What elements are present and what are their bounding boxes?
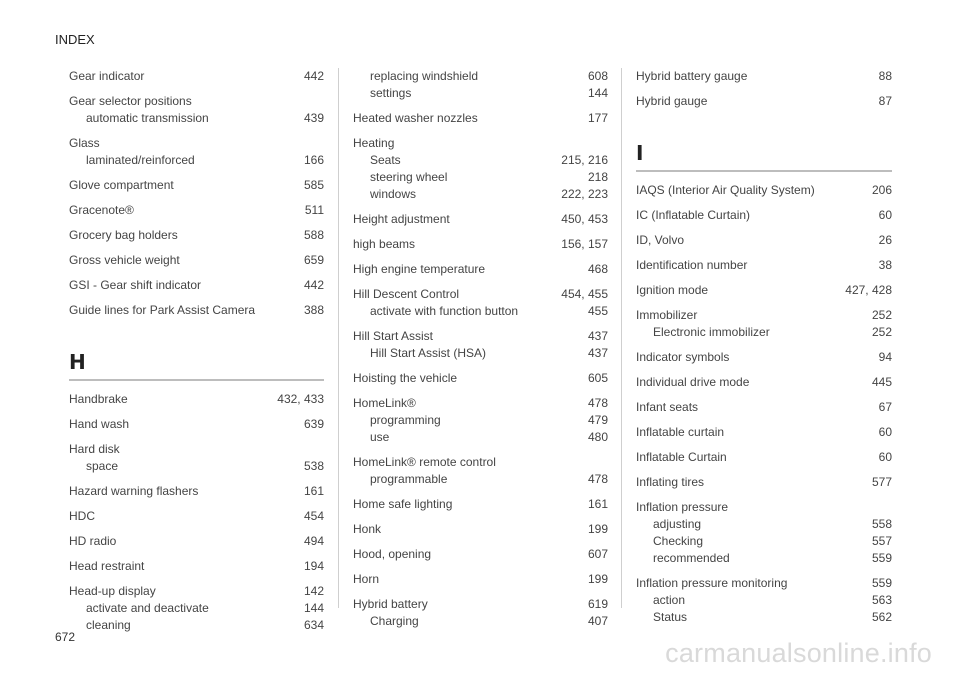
index-entry-row [69, 483, 324, 500]
index-term: Gracenote® [69, 203, 134, 217]
index-subentry-row [353, 152, 608, 169]
section-letter-heading [69, 349, 324, 381]
index-term: Inflating tires [636, 475, 705, 489]
index-entry-row [69, 227, 324, 244]
index-entry [353, 68, 608, 102]
index-term: Guide lines for Park Assist Camera [69, 303, 256, 317]
index-page-ref: 445 [871, 375, 892, 389]
index-entry-row [636, 257, 892, 274]
index-entry-row [636, 424, 892, 441]
index-entry-row [69, 177, 324, 194]
index-entry-row [353, 454, 608, 471]
index-page-ref: 619 [587, 597, 608, 611]
index-term: Gross vehicle weight [69, 253, 180, 267]
index-page-ref: 161 [587, 497, 608, 511]
index-entry [636, 93, 892, 110]
index-subentry-row [636, 533, 892, 550]
index-subterm: Checking [653, 534, 704, 548]
index-term: HomeLink® [353, 396, 416, 410]
index-column-3 [636, 68, 892, 634]
index-entry [69, 277, 324, 294]
index-entry [353, 236, 608, 253]
index-term: Infant seats [636, 400, 699, 414]
index-term: Immobilizer [636, 308, 698, 322]
index-entry-row [636, 349, 892, 366]
index-term: Indicator symbols [636, 350, 730, 364]
index-page-ref: 38 [878, 258, 892, 272]
index-term: IC (Inflatable Curtain) [636, 208, 751, 222]
index-entry-row [353, 286, 608, 303]
index-term: GSI - Gear shift indicator [69, 278, 202, 292]
index-term: Inflatable Curtain [636, 450, 727, 464]
index-subentry-row [353, 345, 608, 362]
index-entry [636, 207, 892, 224]
index-page-ref: 26 [878, 233, 892, 247]
index-entry [353, 135, 608, 203]
column-divider [338, 68, 339, 608]
index-term: Glove compartment [69, 178, 174, 192]
index-subentry-row [636, 516, 892, 533]
page-number: 672 [55, 630, 76, 644]
index-entry-row [69, 68, 324, 85]
index-term: Honk [353, 522, 382, 536]
index-page-ref: 607 [587, 547, 608, 561]
index-entry-row [69, 93, 324, 110]
index-entry [353, 286, 608, 320]
index-page-ref: 494 [303, 534, 324, 548]
index-entry-row [353, 546, 608, 563]
index-page-ref: 468 [587, 262, 608, 276]
index-page-ref: 559 [871, 576, 892, 590]
index-page-ref: 659 [303, 253, 324, 267]
index-page-ref: 388 [303, 303, 324, 317]
index-page-ref: 450, 453 [561, 212, 608, 226]
index-page-ref: 177 [587, 111, 608, 125]
index-page-ref: 442 [303, 69, 324, 83]
index-page-ref: 511 [304, 203, 324, 217]
index-entry [69, 441, 324, 475]
index-subterm: laminated/reinforced [86, 153, 195, 167]
index-entry-row [353, 496, 608, 513]
index-page-ref: 67 [878, 400, 892, 414]
index-subterm: Status [653, 610, 688, 624]
index-term: Hood, opening [353, 547, 432, 561]
index-page-ref: 437 [587, 329, 608, 343]
index-entry [69, 391, 324, 408]
index-term: Hill Descent Control [353, 287, 460, 301]
index-entry-row [353, 211, 608, 228]
index-subentry-row [353, 471, 608, 488]
index-page-ref: 558 [871, 517, 892, 531]
index-entry-row [636, 499, 892, 516]
index-entry-row [69, 416, 324, 433]
index-entry [69, 93, 324, 127]
index-page-ref: 88 [878, 69, 892, 83]
index-entry-row [636, 374, 892, 391]
index-term: Inflation pressure monitoring [636, 576, 788, 590]
index-entry [69, 583, 324, 634]
index-page-ref: 199 [587, 522, 608, 536]
index-term: Gear selector positions [69, 94, 192, 108]
index-subterm: programming [370, 413, 441, 427]
index-page-ref: 562 [871, 610, 892, 624]
index-page-ref: 559 [871, 551, 892, 565]
index-page-ref: 144 [303, 601, 324, 615]
index-entry-row [636, 282, 892, 299]
index-entry-row [353, 571, 608, 588]
index-entry [69, 135, 324, 169]
index-term: Height adjustment [353, 212, 450, 226]
index-entry [353, 370, 608, 387]
index-entry-row [636, 207, 892, 224]
index-entry-row [636, 449, 892, 466]
index-page-ref: 432, 433 [277, 392, 324, 406]
index-page-ref: 563 [871, 593, 892, 607]
index-subterm: space [86, 459, 119, 473]
index-term: ID, Volvo [636, 233, 685, 247]
index-subentry-row [69, 152, 324, 169]
index-entry [353, 454, 608, 488]
index-term: Grocery bag holders [69, 228, 178, 242]
index-entry [69, 508, 324, 525]
index-page-ref: 634 [303, 618, 324, 632]
index-page-ref: 479 [587, 413, 608, 427]
index-subentry-row [353, 169, 608, 186]
index-term: Hybrid battery [353, 597, 428, 611]
index-entry [69, 302, 324, 319]
index-entry-row [69, 558, 324, 575]
index-entry [69, 252, 324, 269]
index-entry-row [69, 202, 324, 219]
index-page-ref: 60 [878, 425, 892, 439]
index-term: Hoisting the vehicle [353, 371, 458, 385]
index-entry [636, 374, 892, 391]
index-entry-row [69, 583, 324, 600]
index-page-ref: 480 [587, 430, 608, 444]
index-term: Head-up display [69, 584, 156, 598]
section-rule [69, 379, 324, 381]
index-term: Horn [353, 572, 380, 586]
index-subterm: Charging [370, 614, 419, 628]
index-entry [636, 575, 892, 626]
index-term: IAQS (Interior Air Quality System) [636, 183, 815, 197]
index-term: Head restraint [69, 559, 145, 573]
index-page-ref: 194 [303, 559, 324, 573]
index-entry-row [353, 370, 608, 387]
index-subentry-row [69, 617, 324, 634]
index-entry-row [353, 328, 608, 345]
index-entry-row [636, 68, 892, 85]
index-page-ref: 252 [871, 325, 892, 339]
page-header-title: INDEX [55, 32, 95, 47]
index-entry [353, 261, 608, 278]
index-page-ref: 437 [587, 346, 608, 360]
index-subentry-row [636, 609, 892, 626]
index-term: Identification number [636, 258, 748, 272]
index-term: high beams [353, 237, 416, 251]
index-term: Handbrake [69, 392, 128, 406]
index-entry [636, 349, 892, 366]
index-page-ref: 577 [871, 475, 892, 489]
index-entry [353, 596, 608, 630]
index-entry [353, 496, 608, 513]
index-subterm: Electronic immobilizer [653, 325, 770, 339]
index-term: Ignition mode [636, 283, 709, 297]
index-page-ref: 206 [871, 183, 892, 197]
index-term: HDC [69, 509, 95, 523]
index-subterm: recommended [653, 551, 730, 565]
index-entry [353, 521, 608, 538]
index-subentry-row [69, 458, 324, 475]
index-entry [636, 399, 892, 416]
index-page-ref: 166 [303, 153, 324, 167]
index-page-ref: 454 [303, 509, 324, 523]
index-entry [353, 110, 608, 127]
index-page-ref: 222, 223 [561, 187, 608, 201]
index-column-1 [69, 68, 324, 642]
index-subterm: automatic transmission [86, 111, 209, 125]
index-entry-row [636, 307, 892, 324]
index-entry-row [353, 135, 608, 152]
index-term: Home safe lighting [353, 497, 453, 511]
index-subentry-row [69, 110, 324, 127]
index-page-ref: 218 [587, 170, 608, 184]
index-subentry-row [353, 613, 608, 630]
index-subentry-row [636, 550, 892, 567]
index-entry [353, 328, 608, 362]
index-entry-row [69, 391, 324, 408]
index-entry-row [353, 261, 608, 278]
index-entry [69, 202, 324, 219]
index-term: Hill Start Assist [353, 329, 434, 343]
index-page-ref: 142 [303, 584, 324, 598]
index-entry-row [353, 596, 608, 613]
index-subterm: programmable [370, 472, 448, 486]
index-page-ref: 60 [878, 208, 892, 222]
index-term: Heated washer nozzles [353, 111, 478, 125]
index-page-ref: 605 [587, 371, 608, 385]
index-entry [636, 474, 892, 491]
index-page-ref: 60 [878, 450, 892, 464]
index-page-ref: 215, 216 [561, 153, 608, 167]
index-page-ref: 94 [878, 350, 892, 364]
index-subterm: adjusting [653, 517, 702, 531]
section-letter: I [636, 141, 644, 165]
index-term: Hard disk [69, 442, 120, 456]
index-subterm: use [370, 430, 390, 444]
index-page-ref: 639 [303, 417, 324, 431]
index-entry-row [69, 252, 324, 269]
index-subterm: activate and deactivate [86, 601, 209, 615]
index-subentry-row [353, 68, 608, 85]
index-entry-row [353, 110, 608, 127]
index-entry-row [636, 474, 892, 491]
index-subentry-row [636, 592, 892, 609]
index-entry-row [636, 93, 892, 110]
index-entry [353, 211, 608, 228]
index-entry [353, 546, 608, 563]
index-entry [636, 449, 892, 466]
index-page-ref: 478 [587, 396, 608, 410]
index-term: Gear indicator [69, 69, 145, 83]
index-entry [353, 571, 608, 588]
index-subentry-row [353, 303, 608, 320]
index-page-ref: 588 [303, 228, 324, 242]
index-entry [636, 257, 892, 274]
index-entry [636, 182, 892, 199]
index-entry [69, 533, 324, 550]
index-entry [636, 282, 892, 299]
index-entry [636, 232, 892, 249]
index-entry-row [636, 232, 892, 249]
index-entry-row [636, 575, 892, 592]
index-page-ref: 199 [587, 572, 608, 586]
index-page-ref: 608 [587, 69, 608, 83]
index-term: High engine temperature [353, 262, 486, 276]
index-subterm: action [653, 593, 686, 607]
index-entry-row [69, 508, 324, 525]
index-page-ref: 478 [587, 472, 608, 486]
index-entry-row [636, 399, 892, 416]
index-page-ref: 557 [871, 534, 892, 548]
index-subentry-row [353, 429, 608, 446]
index-entry [636, 424, 892, 441]
index-term: Hazard warning flashers [69, 484, 199, 498]
index-term: Hand wash [69, 417, 130, 431]
index-term: HomeLink® remote control [353, 455, 496, 469]
index-entry [69, 558, 324, 575]
index-page-ref: 144 [587, 86, 608, 100]
index-subentry-row [69, 600, 324, 617]
index-entry [69, 177, 324, 194]
index-entry-row [69, 302, 324, 319]
index-entry [636, 499, 892, 567]
index-entry [69, 227, 324, 244]
index-entry-row [69, 441, 324, 458]
index-term: HD radio [69, 534, 117, 548]
index-entry [636, 307, 892, 341]
watermark: carmanualsonline.info [665, 638, 932, 668]
index-term: Individual drive mode [636, 375, 750, 389]
section-rule [636, 170, 892, 172]
index-entry [636, 68, 892, 85]
index-entry-row [636, 182, 892, 199]
index-page-ref: 87 [878, 94, 892, 108]
index-subterm: activate with function button [370, 304, 519, 318]
index-page-ref: 407 [587, 614, 608, 628]
index-entry [69, 68, 324, 85]
index-entry-row [69, 135, 324, 152]
index-page-ref: 427, 428 [845, 283, 892, 297]
index-term: Inflatable curtain [636, 425, 725, 439]
column-divider [621, 68, 622, 608]
index-term: Inflation pressure [636, 500, 729, 514]
index-column-2 [353, 68, 608, 638]
index-entry-row [69, 277, 324, 294]
index-page-ref: 585 [303, 178, 324, 192]
section-letter-heading [636, 140, 892, 172]
index-page-ref: 439 [303, 111, 324, 125]
index-subterm: cleaning [86, 618, 131, 632]
index-subterm: Seats [370, 153, 401, 167]
index-entry [353, 395, 608, 446]
index-subentry-row [636, 324, 892, 341]
index-entry-row [353, 236, 608, 253]
index-subterm: replacing windshield [370, 69, 479, 83]
index-subterm: Hill Start Assist (HSA) [370, 346, 487, 360]
index-page-ref: 156, 157 [561, 237, 608, 251]
index-subentry-row [353, 85, 608, 102]
index-entry-row [353, 395, 608, 412]
index-term: Heating [353, 136, 395, 150]
index-page-ref: 538 [303, 459, 324, 473]
index-page-ref: 442 [303, 278, 324, 292]
index-term: Hybrid gauge [636, 94, 708, 108]
index-subentry-row [353, 412, 608, 429]
index-page-ref: 454, 455 [561, 287, 608, 301]
index-entry [69, 483, 324, 500]
index-entry-row [69, 533, 324, 550]
index-subentry-row [353, 186, 608, 203]
index-page-ref: 455 [587, 304, 608, 318]
index-term: Hybrid battery gauge [636, 69, 748, 83]
index-subterm: settings [370, 86, 412, 100]
index-page-ref: 252 [871, 308, 892, 322]
section-letter: H [69, 350, 86, 374]
index-entry [69, 416, 324, 433]
index-subterm: steering wheel [370, 170, 448, 184]
index-subterm: windows [370, 187, 417, 201]
index-entry-row [353, 521, 608, 538]
index-page-ref: 161 [303, 484, 324, 498]
index-term: Glass [69, 136, 100, 150]
